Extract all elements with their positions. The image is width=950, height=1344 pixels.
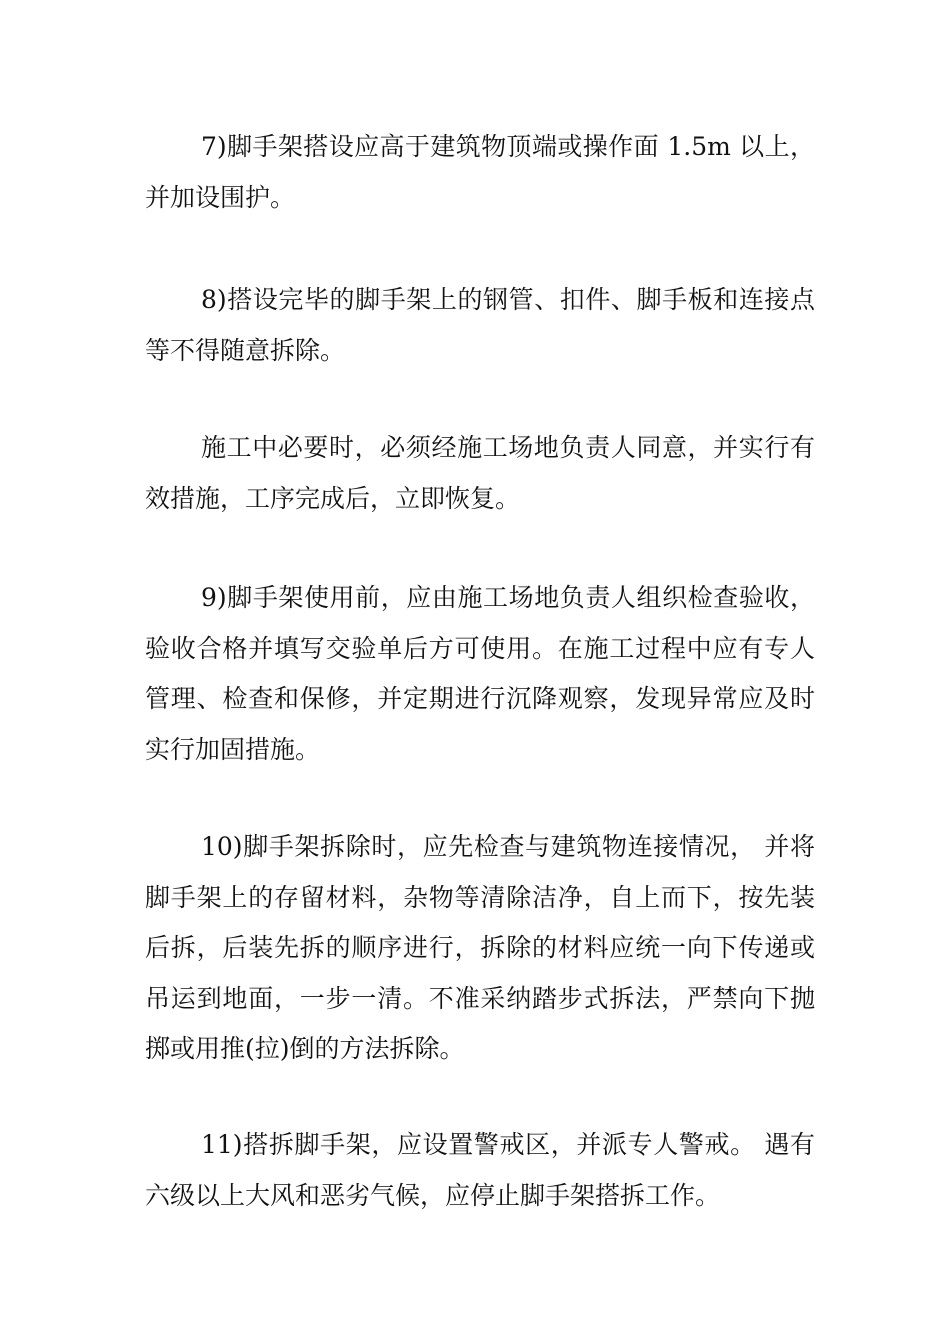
paragraph-item-10: 10)脚手架拆除时，应先检查与建筑物连接情况， 并将脚手架上的存留材料，杂物等清除洁净，自上而下，按先装后拆，后装先拆的顺序进行，拆除的材料应统一向下传递或吊运到地面，一步一清。不准采纳踏步式拆法，严禁向下抛掷或用推(拉)倒的方法拆除。 — [145, 832, 815, 1063]
paragraph-item-11: 11)搭拆脚手架，应设置警戒区，并派专人警戒。 遇有六级以上大风和恶劣气候，应停止脚手架搭拆工作。 — [145, 1130, 815, 1210]
paragraph-item-8: 8)搭设完毕的脚手架上的钢管、扣件、脚手板和连接点等不得随意拆除。 — [145, 285, 815, 365]
paragraph-construction-note: 施工中必要时，必须经施工场地负责人同意，并实行有效措施，工序完成后，立即恢复。 — [145, 433, 815, 513]
paragraph-item-7: 7)脚手架搭设应高于建筑物顶端或操作面 1.5m 以上，并加设围护。 — [145, 132, 815, 212]
paragraph-item-9: 9)脚手架使用前，应由施工场地负责人组织检查验收，验收合格并填写交验单后方可使用。在施工过程中应有专人管理、检查和保修，并定期进行沉降观察，发现异常应及时实行加固措施。 — [145, 583, 815, 764]
